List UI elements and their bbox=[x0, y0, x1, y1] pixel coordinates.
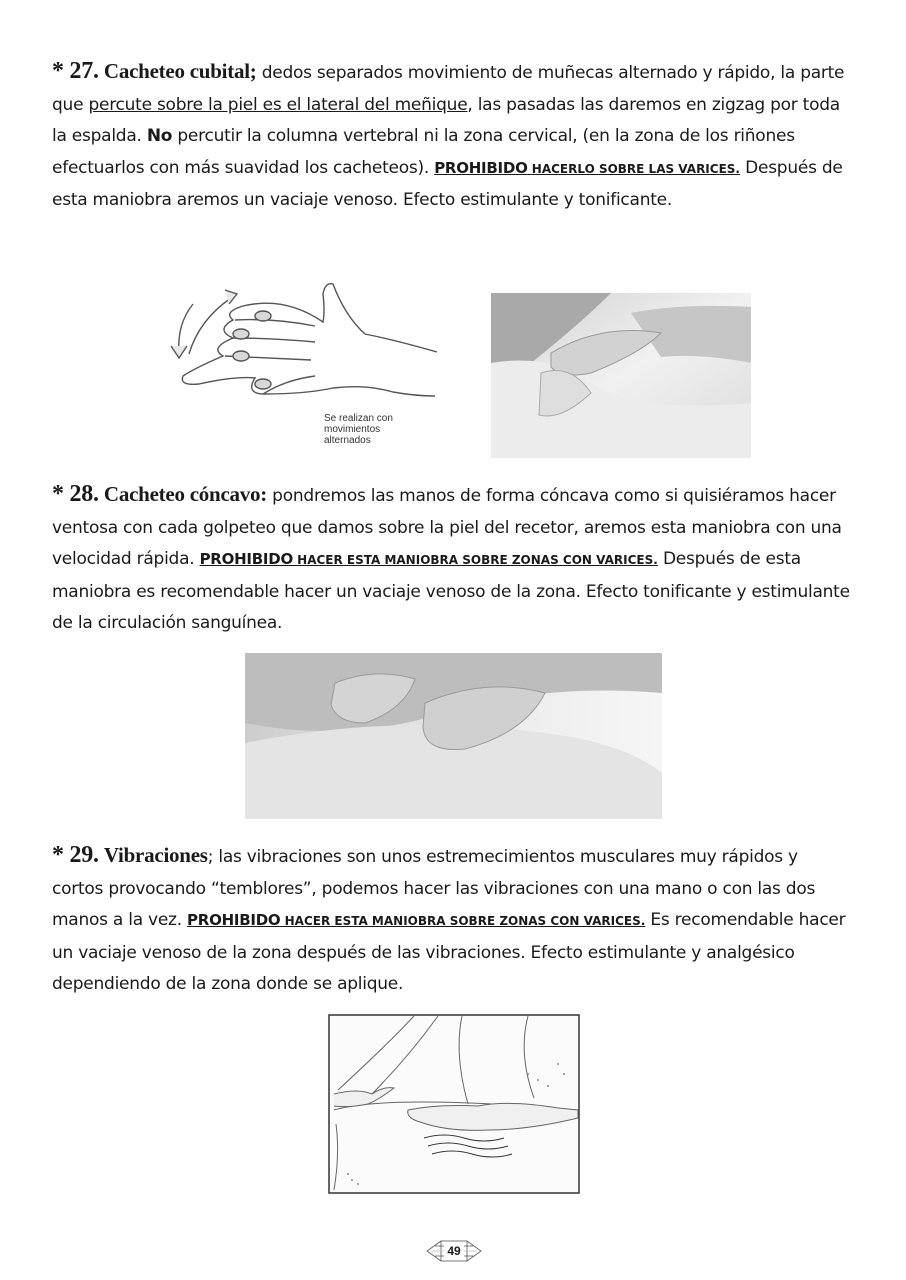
section-29-title: Vibraciones bbox=[103, 843, 208, 867]
section-29-paragraph bbox=[52, 840, 852, 1001]
section-27-text-3: percutir la columna vertebral ni la zona cervical, (en la zona de los riñones efectuarlos con más suavidad los cacheteos). bbox=[52, 126, 795, 178]
section-27-warning-text: HACERLO SOBRE LAS VARICES. bbox=[527, 161, 740, 176]
page-number: 49 bbox=[447, 1244, 461, 1258]
section-27-number: * 27. bbox=[52, 58, 99, 84]
section-27-paragraph bbox=[52, 56, 852, 217]
section-27-bold-no: No bbox=[146, 126, 173, 146]
section-29-warning-text: HACER ESTA MANIOBRA SOBRE ZONAS CON VARICES. bbox=[280, 914, 646, 928]
section-27-title: Cacheteo cubital; bbox=[103, 59, 257, 83]
vibraciones-illustration bbox=[328, 1014, 580, 1194]
caption-line-1: Se realizan con bbox=[324, 413, 393, 424]
cacheteo-concavo-photo bbox=[245, 653, 662, 819]
caption-line-3: alternados bbox=[324, 435, 371, 446]
section-28-paragraph bbox=[52, 479, 852, 640]
section-28 bbox=[52, 479, 852, 640]
section-27-text-2: , las pasadas las daremos en zigzag por toda la espalda. bbox=[52, 94, 840, 146]
section-28-number: * 28. bbox=[52, 481, 99, 507]
section-28-title: Cacheteo cóncavo: bbox=[103, 482, 268, 506]
section-27-text-4: Después de esta maniobra aremos un vaciaje venoso. Efecto estimulante y tonificante. bbox=[52, 157, 843, 210]
section-29-warning-prohibido: PROHIBIDO bbox=[187, 911, 281, 929]
section-27-text-1: dedos separados movimiento de muñecas alternado y rápido, la parte que bbox=[52, 63, 845, 115]
section-29-text-2: Es recomendable hacer un vaciaje venoso de la zona después de las vibraciones. Efecto estimulante y analgésico dependiendo de la zona donde se aplique. bbox=[52, 910, 846, 994]
section-28-warning-prohibido: PROHIBIDO bbox=[199, 550, 293, 568]
page-number-badge bbox=[425, 1238, 483, 1264]
hands-alternating-illustration bbox=[165, 276, 447, 452]
caption-line-2: movimientos bbox=[324, 424, 381, 435]
section-27 bbox=[52, 56, 852, 217]
section-28-text-2: Después de esta maniobra es recomendable hacer un vaciaje venoso de la zona. Efecto tonificante y estimulante de la circulación sanguínea. bbox=[52, 549, 850, 633]
section-29 bbox=[52, 840, 852, 1001]
section-29-text-1: ; las vibraciones son unos estremecimientos musculares muy rápidos y cortos provocando “temblores”, podemos hacer las vibraciones con una mano o con las dos manos a la vez. bbox=[52, 847, 816, 930]
section-28-text-1: pondremos las manos de forma cóncava como si quisiéramos hacer ventosa con cada golpeteo que damos sobre la piel del recetor, aremos esta maniobra con una velocidad rápida. bbox=[52, 486, 842, 569]
section-29-number: * 29. bbox=[52, 842, 99, 868]
section-27-underlined-text: percute sobre la piel es el lateral del meñique bbox=[88, 94, 468, 115]
cacheteo-cubital-photo bbox=[491, 293, 751, 458]
section-27-warning-prohibido: PROHIBIDO bbox=[434, 158, 528, 177]
illustration-caption bbox=[324, 413, 393, 446]
section-28-warning-text: HACER ESTA MANIOBRA SOBRE ZONAS CON VARICES. bbox=[292, 553, 658, 567]
